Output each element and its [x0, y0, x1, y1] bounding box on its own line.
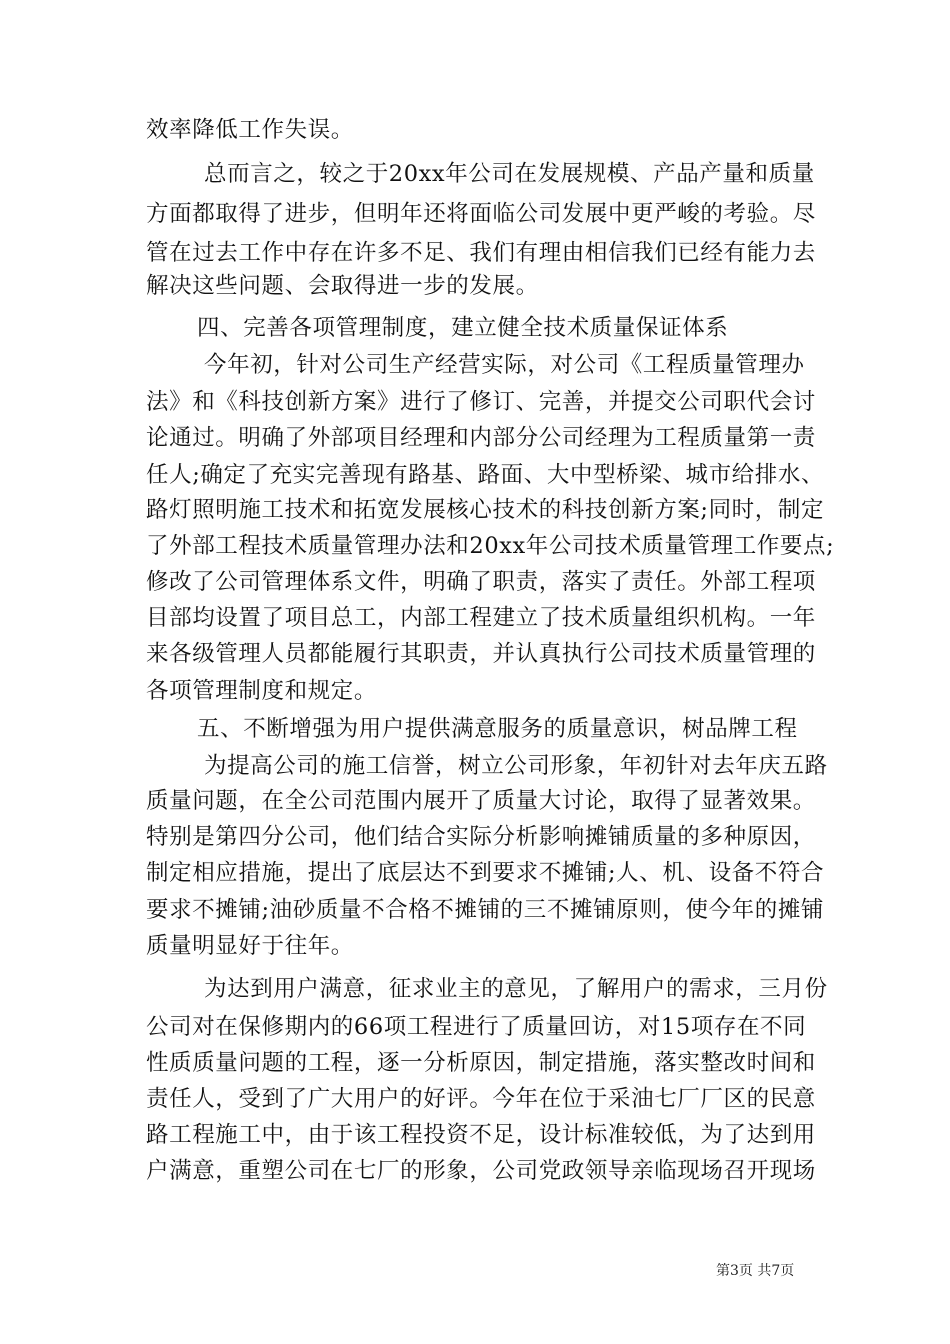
text-line: 路工程施工中，由于该工程投资不足，设计标准较低，为了达到用: [146, 1122, 816, 1148]
text-line: 为达到用户满意，征求业主的意见，了解用户的需求，三月份: [204, 976, 828, 1002]
text-line: 目部均设置了项目总工，内部工程建立了技术质量组织机构。一年: [146, 605, 816, 631]
text-line: 质量明显好于往年。: [146, 933, 354, 959]
text-line: 总而言之，较之于20xx年公司在发展规模、产品产量和质量: [204, 161, 815, 187]
text-line: 性质质量问题的工程，逐一分析原因，制定措施，落实整改时间和: [146, 1050, 816, 1076]
text-line: 责任人，受到了广大用户的好评。今年在位于采油七厂厂区的民意: [146, 1086, 816, 1112]
section-heading: 四、完善各项管理制度，建立健全技术质量保证体系: [197, 315, 729, 341]
text-line: 来各级管理人员都能履行其职责，并认真执行公司技术质量管理的: [146, 641, 816, 667]
text-line: 效率降低工作失误。: [146, 117, 354, 143]
text-line: 公司对在保修期内的66项工程进行了质量回访，对15项存在不同: [146, 1014, 807, 1040]
text-line: 论通过。明确了外部项目经理和内部分公司经理为工程质量第一责: [146, 425, 816, 451]
text-line: 修改了公司管理体系文件，明确了职责，落实了责任。外部工程项: [146, 569, 816, 595]
text-line: 方面都取得了进步，但明年还将面临公司发展中更严峻的考验。尽: [146, 201, 816, 227]
text-line: 各项管理制度和规定。: [146, 678, 378, 704]
text-line: 制定相应措施，提出了底层达不到要求不摊铺;人、机、设备不符合: [146, 860, 825, 886]
text-line: 今年初，针对公司生产经营实际，对公司《工程质量管理办: [204, 352, 805, 378]
text-line: 户满意，重塑公司在七厂的形象，公司党政领导亲临现场召开现场: [146, 1158, 816, 1184]
text-line: 管在过去工作中存在许多不足、我们有理由相信我们已经有能力去: [146, 240, 816, 266]
text-line: 解决这些问题、会取得进一步的发展。: [146, 273, 539, 299]
text-line: 法》和《科技创新方案》进行了修订、完善，并提交公司职代会讨: [146, 389, 816, 415]
text-line: 任人;确定了充实完善现有路基、路面、大中型桥梁、城市给排水、: [146, 462, 825, 488]
section-heading: 五、不断增强为用户提供满意服务的质量意识，树品牌工程: [197, 716, 798, 742]
text-line: 质量问题，在全公司范围内展开了质量大讨论，取得了显著效果。: [146, 788, 816, 814]
text-line: 了外部工程技术质量管理办法和20xx年公司技术质量管理工作要点;: [146, 533, 835, 559]
text-line: 要求不摊铺;油砂质量不合格不摊铺的三不摊铺原则，使今年的摊铺: [146, 897, 825, 923]
page-number: 第3页 共7页: [716, 1263, 795, 1279]
text-line: 路灯照明施工技术和拓宽发展核心技术的科技创新方案;同时，制定: [146, 497, 825, 523]
text-line: 为提高公司的施工信誉，树立公司形象，年初针对去年庆五路: [204, 753, 828, 779]
text-line: 特别是第四分公司，他们结合实际分析影响摊铺质量的多种原因，: [146, 824, 816, 850]
